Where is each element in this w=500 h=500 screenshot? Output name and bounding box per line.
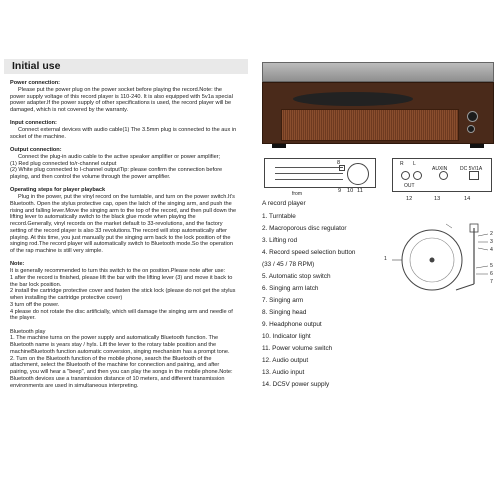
bluetooth-line: 1. The machine turns on the power supply and automatically Bluetooth function. The [10,335,219,342]
power-line: power supply voltage of this record player is 110-240. It is also equipped with 5v1a special [10,93,233,100]
input-heading: Input connection: [10,120,57,127]
headphone-jack [467,125,475,133]
note-heading: Note: [10,261,25,268]
part-item: 9. Headphone output [262,321,322,328]
dust-cover [262,62,494,82]
bluetooth-line: Bluetooth name is years stay / hyls. Lift the lever to the rotary table position and the [10,342,217,348]
figure-caption: A record player [262,200,306,207]
note-line: It is generally recommended to turn this switch to the on position.Please note after use: [10,268,226,274]
diagram-callout-3: 3 [490,239,493,245]
diagram-callout-6: 6 [490,271,493,277]
operating-line: rising and falling lever.Move the singing arm to the top of the record, and then pull down the [10,207,237,214]
bluetooth-line: attachment, select the Bluetooth of the machine for connection and pairing, and after [10,362,220,369]
input-line: Connect external devices with audio cable(1) The 3.5mm plug is connected to the aux in [18,127,237,133]
out-l-jack [413,171,422,180]
bluetooth-line: environments are used in simultaneous interpreting. [10,382,139,389]
turntable-top-diagram [376,218,496,314]
front-left-foot [272,144,286,148]
diagram-callout-7: 7 [490,279,493,285]
speaker-grille [281,109,459,141]
diagram-callout-4: 4 [490,247,493,253]
power-line: damaged, which is not covered by the warranty. [10,107,129,113]
power-line: power adapter.If the power supply of other specifications is used, the record player will be [10,100,232,107]
output-line: Connect the plug-in audio cable to the active speaker amplifier or power amplifier; [18,153,221,160]
operating-line: playing. At this time, you just manually put the singing arm back to the lock position of the [10,234,231,241]
part-item: 6. Singing arm latch [262,285,319,292]
part-item: 12. Audio output [262,357,309,364]
front-right-foot [470,144,484,148]
part-item: 11. Power volume switch [262,345,333,352]
bluetooth-line: machineBluetooth function automatic conversion, singing mechanism has a prompt tone. [10,348,230,355]
parts-list [262,211,382,391]
volume-dial [347,163,369,185]
callout-12: 12 [406,196,413,202]
output-line: (1) Red plug connected to/r-channel output [10,160,117,167]
auxin-label: AUXIN [432,166,448,172]
power-heading: Power connection: [10,80,61,86]
callout-13: 13 [434,196,441,202]
part-item: 8. Singing head [262,309,307,316]
note-line: 3 turn off the power. [10,301,60,308]
page-title: Initial use [12,60,61,72]
diagram-callout-5: 5 [490,263,493,269]
output-heading: Output connection: [10,147,62,153]
note-line: 2 install the cartridge protective cover and fasten the stick lock (please do not get the stylus [10,288,236,295]
bluetooth-line: 2. Turn on the Bluetooth function of the mobile phone, search the Bluetooth of the [10,355,212,362]
part-item: 4. Record speed selection button [262,249,356,256]
front-panel-diagram [264,158,376,188]
callout-10: 10 [347,188,354,194]
dc-jack [469,171,479,180]
note-line: 4 please do not rotate the disc artificially, which will damage the singing arm and needle of [10,308,233,315]
part-item: (33 / 45 / 78 RPM) [262,261,315,268]
callout-14: 14 [464,196,471,202]
diagram-callout-1: 1 [384,256,387,262]
note-line: the player. [10,315,36,322]
note-line: 1 after the record is finished, please lift the bar with the lifting lever (3) and move it back to [10,274,233,281]
callout-9: 9 [338,188,342,194]
operating-line: Bluetooth. Open the stylus protective cap, open the latch of the singing arm, and push the [10,200,232,207]
volume-knob [467,111,478,122]
part-item: 13. Audio input [262,369,305,376]
player-case [262,82,494,144]
operating-line: setting of the record player is also 33 revolutions.The record will stop automatically after [10,227,228,234]
operating-line: of the rap machine is still very simple. [10,248,103,254]
power-line: Please put the power plug on the power socket before playing the record.Note: the [18,86,222,93]
operating-line: record.Generally, vinyl records on the market default to 33-revolutions, and the factory [10,221,223,227]
from-label: from [292,191,302,197]
input-line: socket of the machine. [10,133,66,140]
note-line: the bar lock position. [10,281,62,288]
operating-line: Plug in the power, put the vinyl record on the turntable, and turn on the power switch.It's [18,194,235,200]
part-item: 14. DC5V power supply [262,381,330,388]
operating-line: singing rod.The record player will automatically switch to Bluetooth mode.So the operation [10,241,233,248]
dc-label: DC 5V/1A [460,166,483,172]
r-label: R [400,161,404,167]
record-player-photo [262,62,494,152]
operating-line: lifting lever to automatically switch to the black glue mode when playing the [10,214,196,221]
out-r-jack [401,171,410,180]
part-item: 10. Indicator light [262,333,311,340]
callout-11: 11 [357,188,363,194]
part-item: 2. Macroporous disc regulator [262,225,347,232]
part-item: 5. Automatic stop switch [262,273,331,280]
instructions-column [10,80,258,389]
diagram-callout-2: 2 [490,231,493,237]
bluetooth-line: pairing, you will hear a "beep", and then you can play the songs in the mobile phone.Note: [10,369,233,375]
part-item: 7. Singing arm [262,297,304,304]
bluetooth-line: Bluetooth devices use a transmission distance of 10 meters, and different transmission [10,375,225,382]
operating-heading: Operating steps for player playback [10,187,106,194]
turntable-platter [293,92,413,106]
note-line: when installing the cartridge protective cover) [10,295,123,301]
turntable-drawing [376,218,496,314]
aux-in-jack [439,171,448,180]
output-line: (2) White plug connected to l-channel outputTip: please confirm the connection before [10,167,223,174]
l-label: L [413,161,416,167]
out-label: OUT [404,183,415,189]
output-line: playing, and then control the volume through the power amplifier. [10,174,171,180]
part-item: 3. Lifting rod [262,237,298,244]
callout-8: 8 [337,160,341,166]
part-item: 1. Turntable [262,213,296,220]
bluetooth-heading: Bluetooth play [10,328,46,335]
